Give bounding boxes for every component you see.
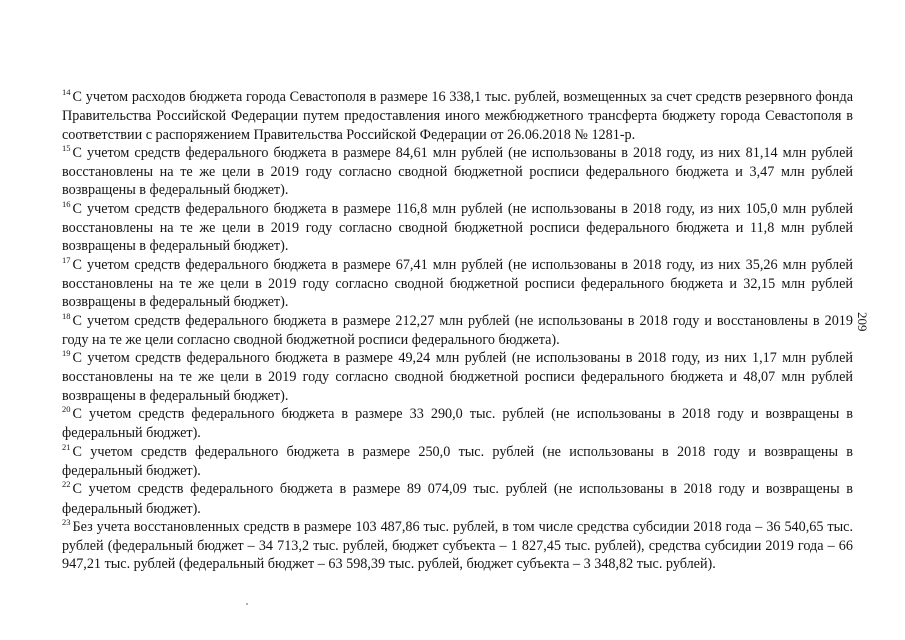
- scan-speck: [246, 603, 248, 605]
- footnote-number: 20: [62, 404, 71, 415]
- footnote-number: 22: [62, 479, 71, 490]
- footnote-16: [62, 200, 853, 256]
- footnote-14: [62, 88, 853, 144]
- footnote-number: 18: [62, 310, 71, 321]
- footnote-text: С учетом средств федерального бюджета в размере 116,8 млн рублей (не использованы в 2018 году, из них 105,0 млн рублей восстановлены на те же цели в 2019 году согласно сводной бюджетной росписи федерального бюджета и 11,8 млн рублей возвращены в федеральный бюджет).: [62, 200, 853, 255]
- footnote-17: [62, 256, 853, 312]
- footnote-number: 19: [62, 348, 71, 359]
- footnote-20: [62, 405, 853, 443]
- footnotes-list: [62, 88, 853, 574]
- footnote-15: [62, 144, 853, 200]
- footnote-text: Без учета восстановленных средств в размере 103 487,86 тыс. рублей, в том числе средства субсидии 2018 года – 36 540,65 тыс. рублей (федеральный бюджет – 34 713,2 тыс. рублей, бюджет субъекта – 1 827,45 тыс. рублей), средства субсидии 2019 года – 66 947,21 тыс. рублей (федеральный бюджет – 63 598,39 тыс. рублей, бюджет субъекта – 3 348,82 тыс. рублей).: [62, 518, 853, 573]
- page-number: 209: [855, 312, 870, 332]
- footnote-text: С учетом средств федерального бюджета в размере 49,24 млн рублей (не использованы в 2018 году, из них 1,17 млн рублей восстановлены на те же цели в 2019 году согласно сводной бюджетной росписи федерального бюджета и 48,07 млн рублей возвращены в федеральный бюджет).: [62, 350, 853, 404]
- footnote-text: С учетом средств федерального бюджета в размере 212,27 млн рублей (не использованы в 2018 году и восстановлены в 2019 году на те же цели согласно сводной бюджетной росписи федерального бюджета).: [62, 312, 853, 348]
- footnote-18: [62, 312, 853, 350]
- footnote-23: [62, 518, 853, 574]
- footnote-number: 15: [62, 142, 71, 153]
- footnote-text: С учетом средств федерального бюджета в размере 33 290,0 тыс. рублей (не использованы в 2018 году и возвращены в федеральный бюджет).: [62, 406, 853, 442]
- footnote-number: 14: [62, 87, 71, 97]
- footnote-22: [62, 480, 853, 518]
- footnote-text: С учетом средств федерального бюджета в размере 250,0 тыс. рублей (не использованы в 2018 году и возвращены в федеральный бюджет).: [62, 443, 853, 479]
- footnote-number: 23: [62, 516, 71, 527]
- footnote-19: [62, 349, 853, 405]
- footnote-number: 21: [62, 441, 71, 452]
- footnote-text: С учетом средств федерального бюджета в размере 89 074,09 тыс. рублей (не использованы в 2018 году и возвращены в федеральный бюджет).: [62, 481, 853, 517]
- footnote-21: [62, 443, 853, 481]
- footnote-number: 16: [62, 198, 71, 209]
- footnote-text: С учетом расходов бюджета города Севастополя в размере 16 338,1 тыс. рублей, возмещенных за счет средств резервного фонда Правительства Российской Федерации путем предоставления иного межбюджетного трансферта бюджету города Севастополя в соответствии с распоряжением Правительства Российской Федерации от 26.06.2018 № 1281-р.: [62, 89, 853, 143]
- footnote-text: С учетом средств федерального бюджета в размере 67,41 млн рублей (не использованы в 2018 году, из них 35,26 млн рублей восстановлены на те же цели в 2019 году согласно сводной бюджетной росписи федерального бюджета и 32,15 млн рублей возвращены в федеральный бюджет).: [62, 256, 853, 311]
- footnote-text: С учетом средств федерального бюджета в размере 84,61 млн рублей (не использованы в 2018 году, из них 81,14 млн рублей восстановлены на те же цели в 2019 году согласно сводной бюджетной росписи федерального бюджета и 3,47 млн рублей возвращены в федеральный бюджет).: [62, 144, 853, 199]
- footnote-number: 17: [62, 254, 71, 265]
